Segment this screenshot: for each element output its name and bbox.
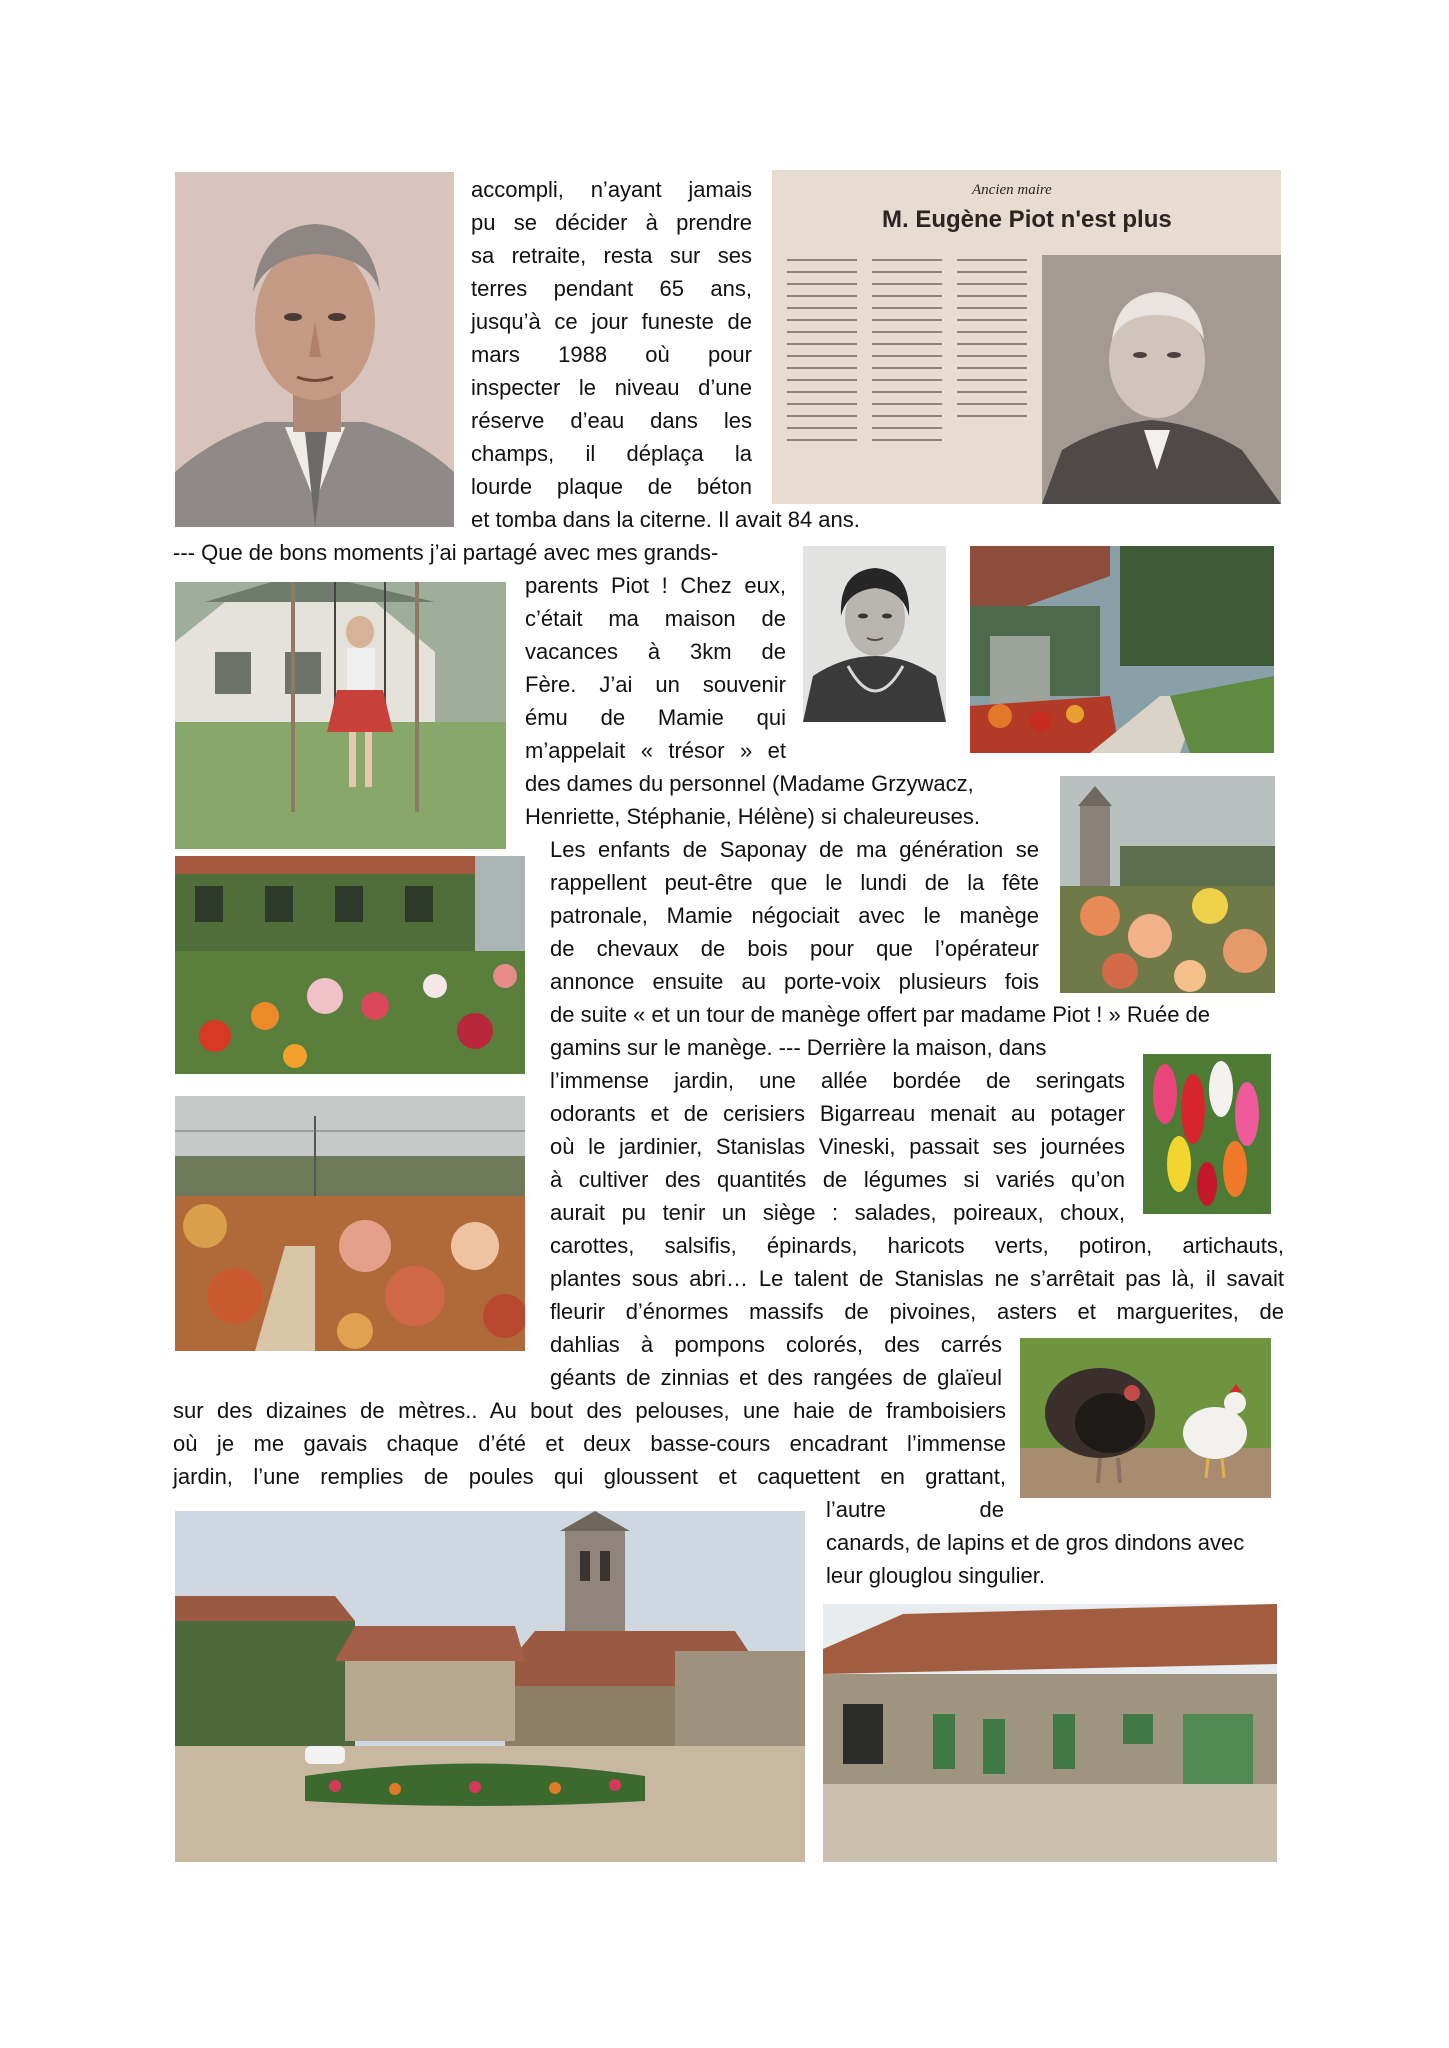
text-block-top-right	[471, 173, 752, 503]
text-line: mars 1988 où pour	[471, 342, 752, 367]
text-line: inspecter le niveau d’une	[471, 375, 752, 400]
text-block-saponay	[550, 833, 1039, 998]
text-line: terres pendant 65 ans,	[471, 276, 752, 301]
text-line: ému de Mamie qui	[525, 705, 786, 730]
text-line: géants de zinnias et des rangées de glaïeul	[550, 1365, 1002, 1390]
text-line: l’immense jardin, une allée bordée de seringats	[550, 1068, 1125, 1093]
text-line: patronale, Mamie négociait avec le manège	[550, 903, 1039, 928]
portrait-eugene-piot-photo	[175, 172, 454, 527]
text-block-dames	[525, 767, 980, 833]
text-line: où le jardinier, Stanislas Vineski, passait ses journées	[550, 1134, 1125, 1159]
newspaper-headline: M. Eugène Piot n'est plus	[882, 206, 1172, 233]
text-block-dahlias	[550, 1328, 1002, 1394]
text-line: accompli, n’ayant jamais	[471, 177, 752, 202]
text-line: réserve d’eau dans les	[471, 408, 752, 433]
text-line: des dames du personnel (Madame Grzywacz,	[525, 771, 974, 796]
text-line: fleurir d’énormes massifs de pivoines, asters et marguerites, de	[550, 1299, 1284, 1324]
text-line: à cultiver des quantités de légumes si variés qu’on	[550, 1167, 1125, 1192]
text-line-de-suite: de suite « et un tour de manège offert par madame Piot ! » Ruée de	[550, 1002, 1211, 1027]
text-line: leur glouglou singulier.	[826, 1563, 1045, 1588]
flower-border-path-photo	[175, 1096, 525, 1351]
text-line: c’était ma maison de	[525, 606, 786, 631]
church-dahlias-photo	[1060, 776, 1275, 993]
text-line: lourde plaque de béton	[471, 474, 752, 499]
gladiolus-flowers-photo	[1143, 1054, 1271, 1214]
text-line-citerne: et tomba dans la citerne. Il avait 84 ans.	[471, 507, 860, 532]
text-line: jardin, l’une remplies de poules qui gloussent et caquettent en grattant,	[173, 1464, 1006, 1489]
text-line: champs, il déplaça la	[471, 441, 752, 466]
text-line-gamins: gamins sur le manège. --- Derrière la maison, dans	[550, 1035, 1047, 1060]
text-line: où je me gavais chaque d’été et deux basse-cours encadrant l’immense	[173, 1431, 1006, 1456]
text-line: l’autre de	[826, 1497, 1004, 1522]
text-block-carottes	[550, 1229, 1284, 1328]
text-line: m’appelait « trésor » et	[525, 738, 786, 763]
text-line: dahlias à pompons colorés, des carrés	[550, 1332, 1002, 1357]
text-line: canards, de lapins et de gros dindons avec	[826, 1530, 1245, 1555]
text-line: Les enfants de Saponay de ma génération se	[550, 837, 1039, 862]
text-line: parents Piot ! Chez eux,	[525, 573, 786, 598]
text-block-autre	[826, 1493, 1244, 1592]
text-block-dizaines	[173, 1394, 1006, 1493]
text-line: pu se décider à prendre	[471, 210, 752, 235]
text-line: Fère. J’ai un souvenir	[525, 672, 786, 697]
text-block-jardin	[550, 1064, 1125, 1229]
text-line: aurait pu tenir un siège : salades, poireaux, choux,	[550, 1200, 1125, 1225]
newspaper-kicker: Ancien maire	[972, 182, 1052, 198]
text-line: jusqu’à ce jour funeste de	[471, 309, 752, 334]
text-line: annonce ensuite au porte-voix plusieurs fois	[550, 969, 1039, 994]
grandmother-portrait-photo	[803, 546, 946, 722]
text-line-grands-parents: --- Que de bons moments j’ai partagé avec mes grands-	[173, 540, 719, 565]
text-block-piot	[525, 569, 786, 767]
farm-courtyard-church-photo	[175, 1511, 805, 1862]
stone-barns-photo	[823, 1604, 1277, 1862]
text-line: plantes sous abri… Le talent de Stanislas ne s’arrêtait pas là, il savait	[550, 1266, 1284, 1291]
text-line: vacances à 3km de	[525, 639, 786, 664]
text-line: odorants et de cerisiers Bigarreau menait au potager	[550, 1101, 1125, 1126]
newspaper-clipping-image	[772, 170, 1281, 504]
text-line: carottes, salsifis, épinards, haricots verts, potiron, artichauts,	[550, 1233, 1284, 1258]
house-trellis-garden-photo	[970, 546, 1274, 753]
turkey-and-hen-photo	[1020, 1338, 1271, 1498]
ivy-house-dahlias-photo	[175, 856, 525, 1074]
text-line: sa retraite, resta sur ses	[471, 243, 752, 268]
text-line: sur des dizaines de mètres.. Au bout des pelouses, une haie de framboisiers	[173, 1398, 1006, 1423]
text-line: de chevaux de bois pour que l’opérateur	[550, 936, 1039, 961]
text-line: rappellent peut-être que le lundi de la fête	[550, 870, 1039, 895]
girl-on-swing-photo	[175, 582, 506, 849]
text-line: Henriette, Stéphanie, Hélène) si chaleureuses.	[525, 804, 980, 829]
